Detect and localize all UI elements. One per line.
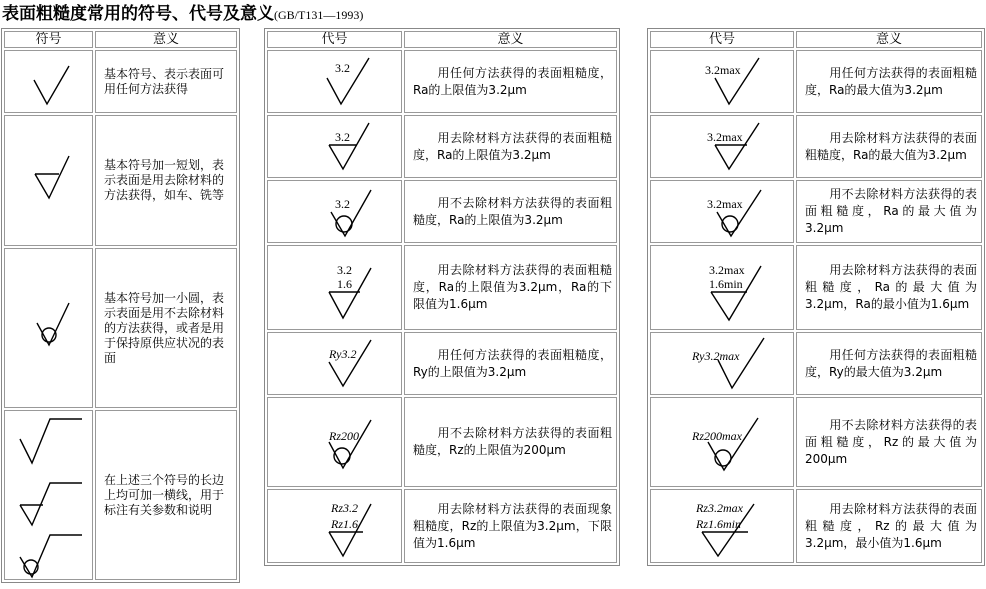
meaning-cell: 用不去除材料方法获得的表面粗糙度，Rz的最大值为200μm: [796, 397, 982, 487]
table-row: [650, 245, 982, 330]
code-cell: [267, 245, 402, 330]
header-code: 代号: [650, 31, 794, 48]
table-row: [267, 245, 617, 330]
page-title: [2, 3, 363, 25]
roughness-code-icon: [667, 117, 777, 177]
code-cell: [650, 489, 794, 563]
svg-text:Rz3.2max: Rz3.2max: [696, 501, 743, 515]
svg-text:Rz1.6: Rz1.6: [330, 517, 358, 531]
material-removal-symbol-icon: [9, 146, 89, 216]
table-header: [267, 31, 617, 48]
header-meaning: 意义: [796, 31, 982, 48]
code-cell: [650, 397, 794, 487]
svg-text:3.2max: 3.2max: [709, 262, 745, 277]
roughness-code-icon: [285, 490, 385, 562]
roughness-code-icon: [285, 402, 385, 482]
symbol-cell: [4, 248, 93, 408]
svg-text:1.6min: 1.6min: [709, 276, 743, 291]
svg-text:3.2: 3.2: [334, 129, 350, 144]
table-row: [650, 50, 982, 113]
roughness-code-icon: [285, 334, 385, 394]
extended-symbols-icon: [6, 411, 92, 579]
symbol-table: [1, 28, 240, 583]
code-limit-table: [264, 28, 620, 566]
svg-text:3.2max: 3.2max: [707, 196, 743, 211]
meaning-cell: 基本符号、表示表面可用任何方法获得: [95, 50, 237, 113]
roughness-code-icon: [667, 182, 777, 242]
code-cell: [267, 180, 402, 243]
header-meaning: 意义: [404, 31, 617, 48]
code-cell: [650, 245, 794, 330]
table-row: [267, 489, 617, 563]
svg-text:Rz200: Rz200: [328, 429, 359, 443]
table-row: [4, 410, 237, 580]
roughness-code-icon: [285, 248, 385, 328]
title-standard: (GB/T131—1993): [274, 8, 364, 22]
table-header: [4, 31, 237, 48]
roughness-code-icon: [285, 117, 385, 177]
table-row: [267, 115, 617, 178]
roughness-code-icon: [667, 52, 777, 112]
roughness-code-icon: [667, 248, 777, 328]
code-cell: [267, 50, 402, 113]
svg-text:Rz200max: Rz200max: [692, 429, 742, 443]
table-row: [650, 397, 982, 487]
meaning-cell: 用不去除材料方法获得的表面粗糙度，Rz的上限值为200μm: [404, 397, 617, 487]
table-row: [267, 397, 617, 487]
svg-text:Ry3.2max: Ry3.2max: [692, 348, 740, 363]
code-cell: [267, 489, 402, 563]
meaning-cell: 基本符号加一短划，表示表面是用去除材料的方法获得，如车、铣等: [95, 115, 237, 246]
meaning-cell: 用任何方法获得的表面粗糙度，Ry的最大值为3.2μm: [796, 332, 982, 395]
header-code: 代号: [267, 31, 402, 48]
code-cell: [267, 397, 402, 487]
meaning-cell: 在上述三个符号的长边上均可加一横线，用于标注有关参数和说明: [95, 410, 237, 580]
table-header: [650, 31, 982, 48]
table-row: [267, 332, 617, 395]
meaning-cell: 用不去除材料方法获得的表面粗糙度，Ra的最大值为3.2μm: [796, 180, 982, 243]
symbol-cell: [4, 115, 93, 246]
table-row: [4, 50, 237, 113]
svg-text:Rz3.2: Rz3.2: [330, 501, 358, 515]
roughness-code-icon: [662, 402, 782, 482]
meaning-cell: 用去除材料方法获得的表面粗糙度，Ra的上限值为3.2μm，Ra的下限值为1.6μm: [404, 245, 617, 330]
table-row: [650, 180, 982, 243]
code-max-table: [647, 28, 985, 566]
svg-text:3.2: 3.2: [336, 262, 352, 277]
svg-text:3.2: 3.2: [334, 196, 350, 211]
symbol-cell: [4, 50, 93, 113]
table-row: [4, 248, 237, 408]
meaning-cell: 用去除材料方法获得的表面现象粗糙度，Rz的上限值为3.2μm，下限值为1.6μm: [404, 489, 617, 563]
roughness-code-icon: [662, 490, 782, 562]
meaning-cell: 用去除材料方法获得的表面粗糙度，Rz的最大值为3.2μm，最小值为1.6μm: [796, 489, 982, 563]
table-row: [650, 115, 982, 178]
meaning-cell: 用任何方法获得的表面粗糙度，Ry的上限值为3.2μm: [404, 332, 617, 395]
header-meaning: 意义: [95, 31, 237, 48]
table-row: [4, 115, 237, 246]
meaning-cell: 用去除材料方法获得的表面粗糙度，Ra的上限值为3.2μm: [404, 115, 617, 178]
no-removal-symbol-icon: [9, 293, 89, 363]
table-row: [650, 332, 982, 395]
code-cell: [650, 50, 794, 113]
meaning-cell: 用任何方法获得的表面粗糙度，Ra的最大值为3.2μm: [796, 50, 982, 113]
code-cell: [650, 115, 794, 178]
roughness-code-icon: [662, 334, 782, 394]
header-symbol: 符号: [4, 31, 93, 48]
basic-symbol-icon: [9, 52, 89, 112]
svg-text:3.2: 3.2: [334, 60, 350, 75]
table-row: [267, 180, 617, 243]
roughness-code-icon: [285, 182, 385, 242]
code-cell: [267, 332, 402, 395]
symbol-cell: [4, 410, 93, 580]
table-row: [650, 489, 982, 563]
svg-text:Ry3.2: Ry3.2: [328, 346, 356, 361]
code-cell: [650, 332, 794, 395]
meaning-cell: 用不去除材料方法获得的表面粗糙度，Ra的上限值为3.2μm: [404, 180, 617, 243]
roughness-code-icon: [285, 52, 385, 112]
meaning-cell: 基本符号加一小圆，表示表面是用不去除材料的方法获得，或者是用于保持原供应状况的表面: [95, 248, 237, 408]
svg-text:Rz1.6min: Rz1.6min: [696, 517, 741, 531]
title-main: 表面粗糙度常用的符号、代号及意义: [2, 4, 274, 24]
meaning-cell: 用任何方法获得的表面粗糙度，Ra的上限值为3.2μm: [404, 50, 617, 113]
meaning-cell: 用去除材料方法获得的表面粗糙度，Ra的最大值为3.2μm，Ra的最小值为1.6μm: [796, 245, 982, 330]
code-cell: [267, 115, 402, 178]
svg-text:3.2max: 3.2max: [705, 62, 741, 77]
meaning-cell: 用去除材料方法获得的表面粗糙度，Ra的最大值为3.2μm: [796, 115, 982, 178]
svg-text:3.2max: 3.2max: [707, 129, 743, 144]
code-cell: [650, 180, 794, 243]
svg-text:1.6: 1.6: [336, 276, 352, 291]
table-row: [267, 50, 617, 113]
